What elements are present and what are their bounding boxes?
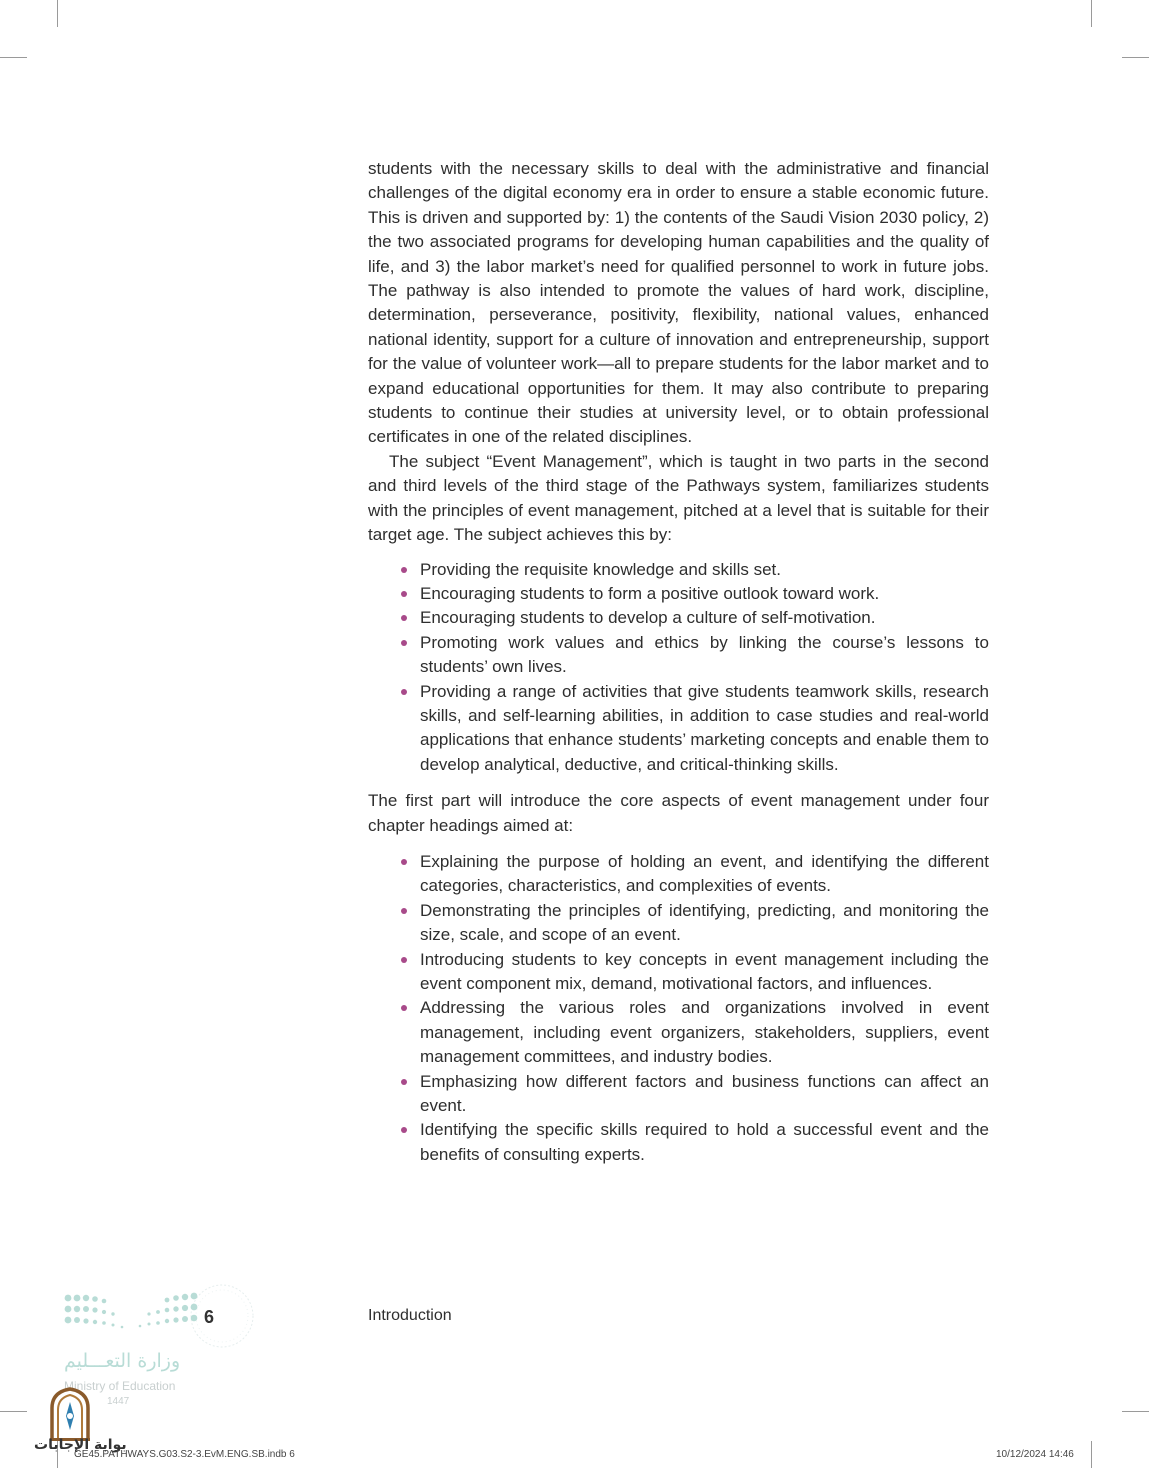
- bullet-list: [368, 558, 989, 778]
- bullet-list: [368, 850, 989, 1167]
- body-paragraph: The first part will introduce the core aspects of event management under four chapter headings aimed at:: [368, 791, 989, 835]
- body-paragraph: students with the necessary skills to deal with the administrative and financial challenges of the digital economy era in order to ensure a stable economic future. This is driven and supported by: 1) the contents of the Saudi Vision 2030 policy, 2) the two associated programs for developing human capabilities and the quality of life, and 3) the labor market’s need for qualified personnel to work in future jobs. The pathway is also intended to promote the values of hard work, discipline, determination, perseverance, positivity, flexibility, national values, enhanced national identity, support for a culture of innovation and entrepreneurship, support for the value of volunteer work—all to prepare students for the labor market and to expand educational opportunities for them. It may also contribute to preparing students to continue their studies at university level, or to obtain professional certificates in one of the related disciplines.: [368, 159, 989, 447]
- page-number: 6: [204, 1307, 215, 1327]
- ministry-name-arabic: وزارة التعـــليم: [64, 1350, 181, 1372]
- list-item: Emphasizing how different factors and business functions can affect an event.: [420, 1070, 989, 1119]
- body-paragraph: The subject “Event Management”, which is taught in two parts in the second and third levels of the third stage of the Pathways system, familiarizes students with the principles of event management, pitched at a level that is suitable for their target age. The subject achieves this by:: [368, 451, 989, 545]
- running-footer-title: Introduction: [368, 1307, 452, 1324]
- crop-mark-bottom-right: [1091, 1441, 1092, 1468]
- list-item: Identifying the specific skills required to hold a successful event and the benefits of consulting experts.: [420, 1118, 989, 1167]
- crop-mark-top-left: [57, 0, 58, 27]
- list-item: Encouraging students to develop a culture of self-motivation.: [420, 606, 989, 630]
- ministry-dots-logo-icon: [62, 1290, 202, 1334]
- crop-mark-left-bottom: [0, 1411, 27, 1412]
- gate-logo-icon: [46, 1386, 94, 1442]
- watermark-arabic: بوابة الإجابات: [34, 1437, 127, 1453]
- crop-mark-top-right: [1091, 0, 1092, 27]
- print-slug-file: GE45.PATHWAYS.G03.S2-3.EvM.ENG.SB.indb 6: [74, 1449, 295, 1460]
- list-item: Encouraging students to form a positive outlook toward work.: [420, 582, 989, 606]
- list-item: Addressing the various roles and organizations involved in event management, including event organizers, stakeholders, suppliers, event management committees, and industry bodies.: [420, 996, 989, 1069]
- list-item: Demonstrating the principles of identifying, predicting, and monitoring the size, scale, and scope of an event.: [420, 899, 989, 948]
- page-body: [368, 157, 989, 1177]
- ministry-name-english: Ministry of Education: [64, 1379, 176, 1393]
- list-item: Providing the requisite knowledge and skills set.: [420, 558, 989, 582]
- list-item: Promoting work values and ethics by linking the course’s lessons to students’ own lives.: [420, 631, 989, 680]
- print-slug-datetime: 10/12/2024 14:46: [996, 1449, 1074, 1460]
- list-item: Introducing students to key concepts in event management including the event component mix, demand, motivational factors, and influences.: [420, 948, 989, 997]
- list-item: Providing a range of activities that give students teamwork skills, research skills, and self-learning abilities, in addition to case studies and real-world applications that enhance students’ marketing concepts and enable them to develop analytical, deductive, and critical-thinking skills.: [420, 680, 989, 778]
- list-item: Explaining the purpose of holding an event, and identifying the different categories, characteristics, and complexities of events.: [420, 850, 989, 899]
- crop-mark-right-top: [1122, 57, 1149, 58]
- crop-mark-right-bottom: [1122, 1411, 1149, 1412]
- ministry-year: 1447: [107, 1396, 130, 1407]
- crop-mark-left-top: [0, 57, 27, 58]
